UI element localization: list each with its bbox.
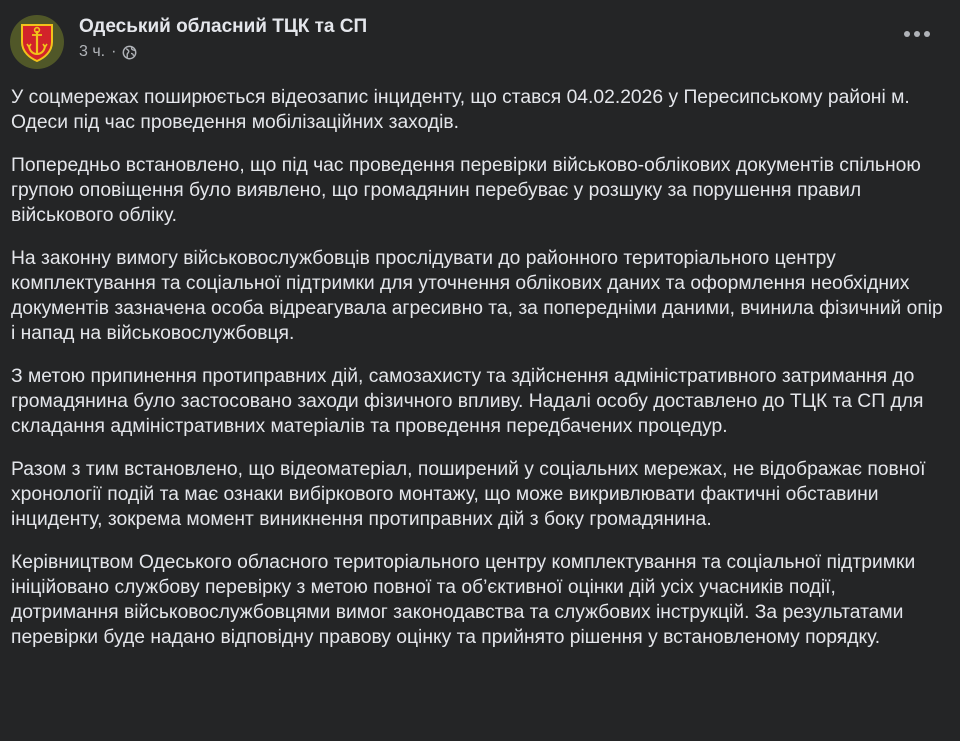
page-avatar[interactable] (10, 15, 64, 69)
post-paragraph: Попередньо встановлено, що під час проведення перевірки військово-облікових документів спільною групою оповіщення було виявлено, що громадянин перебуває у розшуку за порушення правил військового обліку. (11, 155, 921, 226)
globe-icon[interactable] (122, 45, 137, 60)
more-dot (904, 31, 910, 37)
emblem-icon (19, 22, 55, 62)
page-name-link[interactable]: Одеський обласний ТЦК та СП (79, 16, 368, 37)
post-header (10, 15, 367, 69)
more-dot (914, 31, 920, 37)
post-timestamp[interactable]: 3 ч. (79, 43, 106, 60)
separator-dot: · (111, 43, 117, 60)
more-dot (924, 31, 930, 37)
post-paragraph: Разом з тим встановлено, що відеоматеріал, поширений у соціальних мережах, не відображає повної хронології подій та має ознаки вибіркового монтажу, що може викривлювати фактичні обставини інциденту, зокрема момент виникнення протиправних дій з боку громадянина. (11, 459, 926, 530)
post-paragraph: На законну вимогу військовослужбовців прослідувати до районного територіального центру комплектування та соціальної підтримки для уточнення облікових даних та оформлення необхідних документів зазначена особа відреагувала агресивно та, за попередніми даними, вчинила фізичний опір і напад на військовослужбовця. (11, 248, 943, 344)
post-meta (79, 16, 367, 61)
post-paragraph: У соцмережах поширюється відеозапис інциденту, що стався 04.02.2026 у Пересипському районі м. Одеси під час проведення мобілізаційних заходів. (11, 87, 910, 133)
post-paragraph: Керівництвом Одеського обласного територіального центру комплектування та соціальної підтримки ініційовано службову перевірку з метою повної та об’єктивної оцінки дій усіх учасників події, дотримання військовослужбовцями вимог законодавства та службових інструкцій. За результатами перевірки буде надано відповідну правову оцінку та прийнято рішення у встановленому порядку. (11, 552, 916, 648)
more-options-icon[interactable] (904, 28, 930, 40)
post-paragraph: З метою припинення протиправних дій, самозахисту та здійснення адміністративного затримання до громадянина було застосовано заходи фізичного впливу. Надалі особу доставлено до ТЦК та СП для складання адміністративних матеріалів та проведення передбачених процедур. (11, 366, 924, 437)
post-subline (79, 43, 367, 61)
post-body (11, 85, 946, 668)
